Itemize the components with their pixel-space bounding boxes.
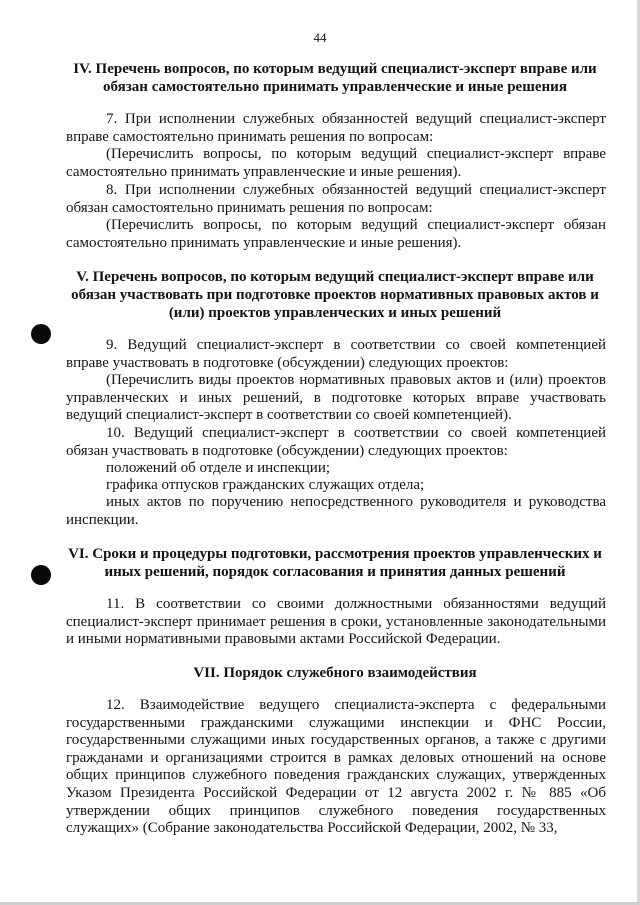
paragraph-7: 7. При исполнении служебных обязанностей ведущий специалист-эксперт вправе самостоятельно принимать решения по вопросам:	[66, 111, 606, 145]
paragraph-12: 12. Взаимодействие ведущего специалиста-эксперта с федеральными государственными гражданскими служащими инспекции и ФНС России, государственными служащими иных государственных органов, а также с другими гражданами и организациями строится в рамках деловых отношений на основе общих принципов служебного поведения гражданских служащих, утвержденных Указом Президента Российской Федерации от 12 августа 2002 г. № 885 «Об утверждении общих принципов служебного поведения государственных служащих» (Собрание законодательства Российской Федерации, 2002, № 33,	[66, 697, 606, 837]
section-5-heading: V. Перечень вопросов, по которым ведущий специалист-эксперт вправе или обязан участвовать при подготовке проектов нормативных правовых актов и (или) проектов управленческих и иных решений	[71, 269, 599, 321]
section-4-heading: IV. Перечень вопросов, по которым ведущий специалист-эксперт вправе или обязан самостоятельно принимать управленческие и иные решения	[73, 61, 597, 95]
paragraph-9: 9. Ведущий специалист-эксперт в соответствии со своей компетенцией вправе участвовать в подготовке (обсуждении) следующих проектов:	[66, 337, 606, 371]
section-6-heading: VI. Сроки и процедуры подготовки, рассмотрения проектов управленческих и иных решений, порядок согласования и принятия данных решений	[68, 546, 602, 580]
paragraph-10: 10. Ведущий специалист-эксперт в соответствии со своей компетенцией обязан участвовать в подготовке (обсуждении) следующих проектов:	[66, 425, 606, 459]
section-7-heading: VII. Порядок служебного взаимодействия	[193, 665, 477, 681]
paragraph-10-item-2: графика отпусков гражданских служащих отдела;	[106, 477, 425, 493]
paragraph-10-item-3: иных актов по поручению непосредственного руководителя и руководства инспекции.	[66, 494, 606, 528]
binder-hole-top	[31, 324, 51, 344]
paragraph-10-item-1: положений об отделе и инспекции;	[106, 460, 331, 476]
binder-hole-bottom	[31, 565, 51, 585]
paragraph-8-note: (Перечислить вопросы, по которым ведущий специалист-эксперт обязан самостоятельно принимать управленческие и иные решения).	[66, 217, 606, 251]
paragraph-9-note: (Перечислить виды проектов нормативных правовых актов и (или) проектов управленческих и иных решений, в подготовке которых вправе участвовать ведущий специалист-эксперт в соответствии со своей компетенцией).	[66, 372, 606, 424]
page-number: 44	[313, 30, 327, 45]
paragraph-8: 8. При исполнении служебных обязанностей ведущий специалист-эксперт обязан самостоятельно принимать решения по вопросам:	[66, 182, 606, 216]
paragraph-11: 11. В соответствии со своими должностными обязанностями ведущий специалист-эксперт принимает решения в сроки, установленные законодательными и иными нормативными правовыми актами Российской Федерации.	[66, 596, 606, 648]
paragraph-7-note: (Перечислить вопросы, по которым ведущий специалист-эксперт вправе самостоятельно принимать управленческие и иные решения).	[66, 146, 606, 180]
